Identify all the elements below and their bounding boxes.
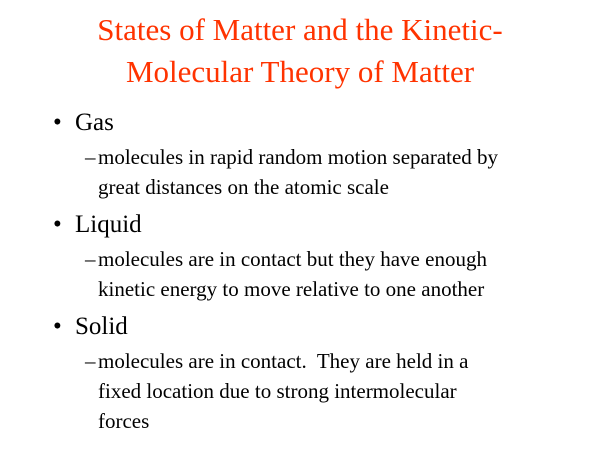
sub-bullet-text [98,142,600,202]
sub-bullet-text [98,346,600,436]
bullet-label: Gas [75,109,114,136]
sub-bullet-line: forces [98,409,150,433]
sub-bullet [85,142,600,202]
dash-icon: – [85,247,96,271]
bullet-item-gas [0,106,600,202]
sub-bullet-line: molecules are in contact but they have enough [98,247,487,271]
bullet-item-solid [0,310,600,436]
title-line-2: Molecular Theory of Matter [125,54,475,89]
sub-bullet [85,244,600,304]
sub-bullet-line: molecules are in contact. They are held in a [98,349,469,373]
bullet-row [53,208,600,242]
sub-bullet-text [98,244,600,304]
slide-title [0,0,600,93]
sub-bullet-line: kinetic energy to move relative to one another [98,277,485,301]
bullet-row [53,310,600,344]
bullet-list [0,106,600,436]
sub-bullet [85,346,600,436]
bullet-item-liquid [0,208,600,304]
title-line-1: States of Matter and the Kinetic- [97,12,503,47]
bullet-row [53,106,600,140]
sub-bullet-line: molecules in rapid random motion separated by [98,145,499,169]
bullet-icon: • [53,109,62,136]
bullet-label: Solid [75,313,128,340]
bullet-icon: • [53,211,62,238]
dash-icon: – [85,145,96,169]
sub-bullet-line: great distances on the atomic scale [98,175,389,199]
dash-icon: – [85,349,96,373]
sub-bullet-line: fixed location due to strong intermolecular [98,379,457,403]
bullet-label: Liquid [75,211,142,238]
bullet-icon: • [53,313,62,340]
